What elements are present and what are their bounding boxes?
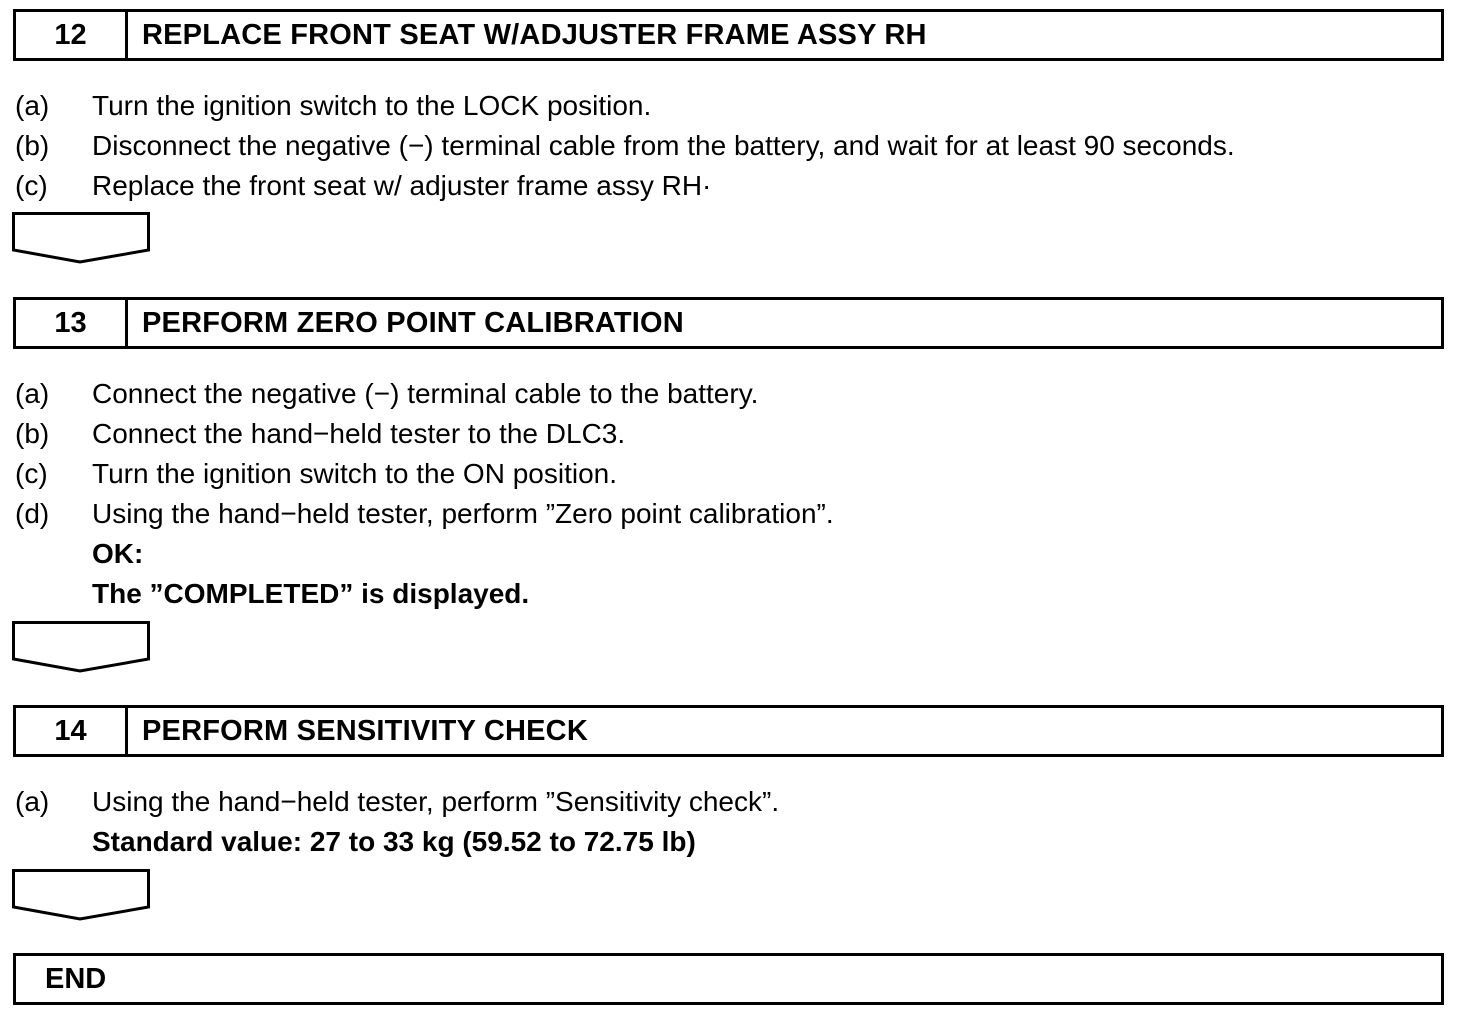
item-label: (b) <box>15 130 50 161</box>
item-text: Using the hand−held tester, perform ”Sensitivity check”. <box>92 786 780 817</box>
next-step-arrow-icon <box>12 212 150 264</box>
step-number: 13 <box>16 300 128 346</box>
item-text: Using the hand−held tester, perform ”Zero point calibration”. <box>92 498 834 529</box>
item-label: (d) <box>15 498 50 529</box>
item-label: (a) <box>15 378 50 409</box>
instruction-line <box>15 782 779 822</box>
step-header-14 <box>13 705 1444 757</box>
end-box <box>13 953 1444 1005</box>
item-label: (a) <box>15 90 50 121</box>
item-text: Turn the ignition switch to the LOCK position. <box>92 90 652 121</box>
item-label: (a) <box>15 786 50 817</box>
item-label: (b) <box>15 418 50 449</box>
step-title: PERFORM SENSITIVITY CHECK <box>142 714 588 747</box>
item-label: (c) <box>15 170 48 201</box>
step-title: REPLACE FRONT SEAT W/ADJUSTER FRAME ASSY RH <box>142 18 927 51</box>
instruction-line <box>15 414 625 454</box>
step-title: PERFORM ZERO POINT CALIBRATION <box>142 306 684 339</box>
item-text: Replace the front seat w/ adjuster frame assy RH· <box>92 170 712 201</box>
instruction-line <box>15 126 1235 166</box>
item-text: Disconnect the negative (−) terminal cable from the battery, and wait for at least 90 seconds. <box>92 130 1235 161</box>
item-text: Connect the negative (−) terminal cable to the battery. <box>92 378 759 409</box>
item-text: Connect the hand−held tester to the DLC3. <box>92 418 626 449</box>
step-number: 14 <box>16 708 128 754</box>
instruction-line <box>15 374 758 414</box>
instruction-line <box>15 166 711 206</box>
next-step-arrow-icon <box>12 869 150 921</box>
step-header-13 <box>13 297 1444 349</box>
item-label: (c) <box>15 458 48 489</box>
ok-criteria: The ”COMPLETED” is displayed. <box>92 578 530 609</box>
end-label: END <box>45 962 107 995</box>
step-number: 12 <box>16 12 128 58</box>
instruction-line <box>15 454 617 494</box>
step-header-12 <box>13 9 1444 61</box>
instruction-line <box>15 494 834 534</box>
standard-value: Standard value: 27 to 33 kg (59.52 to 72.75 lb) <box>92 826 696 857</box>
next-step-arrow-icon <box>12 621 150 673</box>
instruction-line <box>15 86 651 126</box>
item-text: Turn the ignition switch to the ON position. <box>92 458 617 489</box>
ok-label: OK: <box>92 538 144 569</box>
